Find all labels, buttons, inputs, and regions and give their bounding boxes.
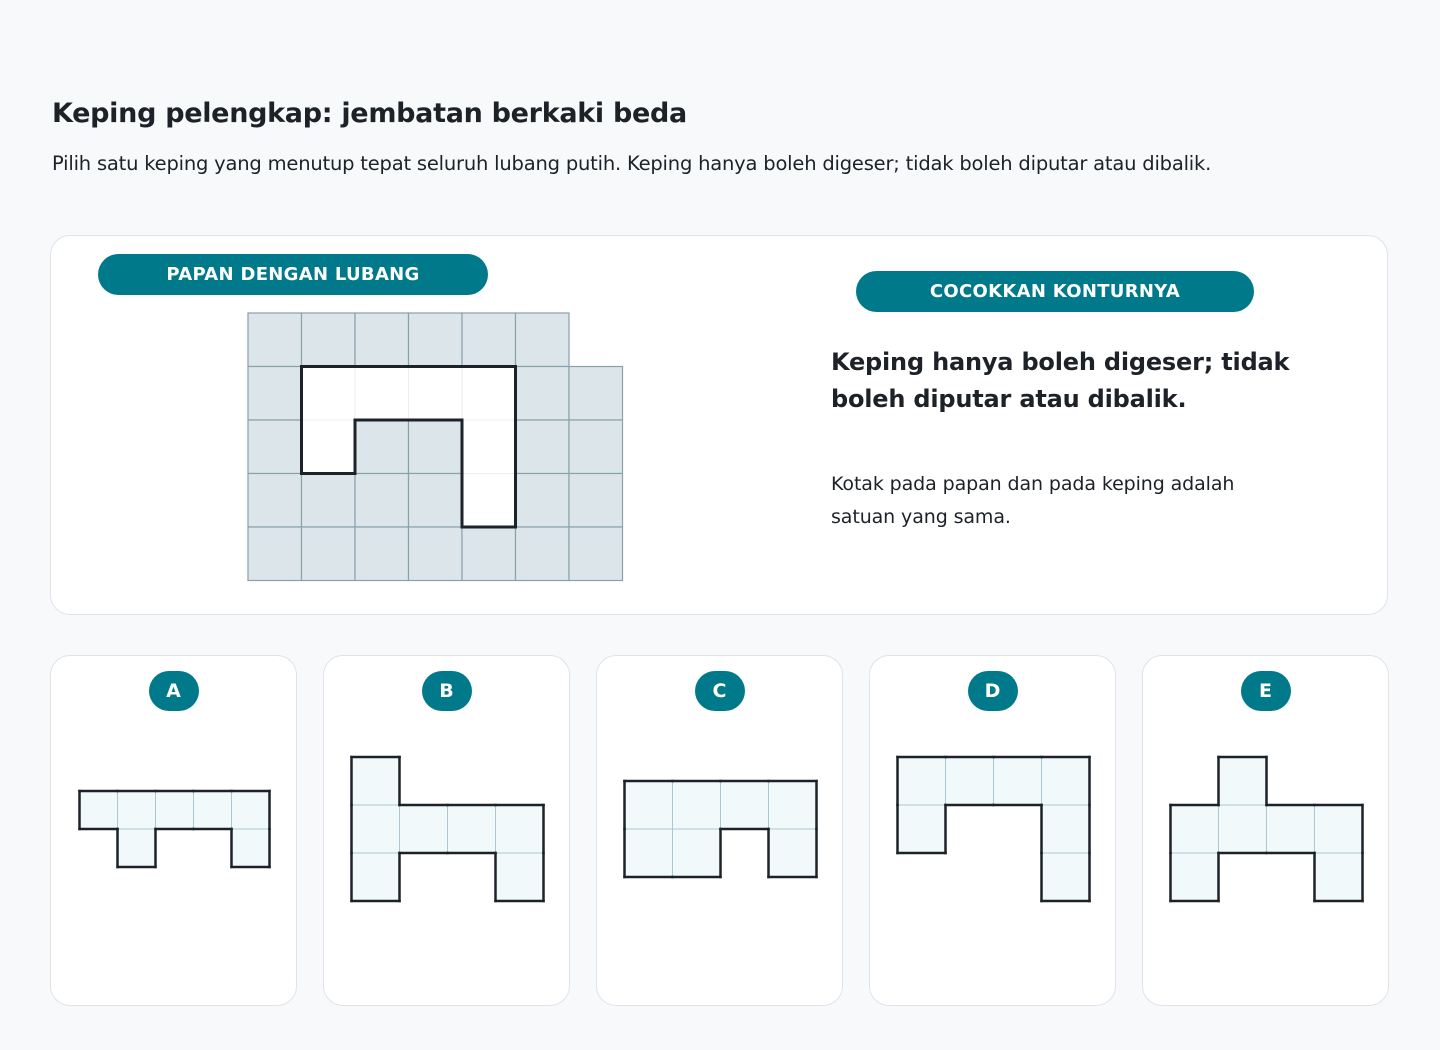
board-cell (248, 367, 302, 421)
board-with-hole (240, 305, 640, 595)
piece-cell (1042, 757, 1090, 805)
piece-cell (156, 791, 194, 829)
board-cell (569, 527, 623, 581)
board-cell (569, 367, 623, 421)
piece-cell (400, 805, 448, 853)
hole-cell (302, 420, 356, 474)
piece-cell (118, 829, 156, 867)
board-cell (409, 527, 463, 581)
piece-cell (118, 791, 156, 829)
board-cell (409, 474, 463, 528)
piece-cell (769, 829, 817, 877)
hole-cell (462, 367, 516, 421)
piece-e (1143, 656, 1390, 1007)
piece-cell (769, 781, 817, 829)
board-cell (248, 420, 302, 474)
piece-cell (194, 791, 232, 829)
board-cell (355, 420, 409, 474)
option-card-a[interactable] (50, 655, 297, 1006)
piece-cell (673, 781, 721, 829)
piece-cell (232, 829, 270, 867)
piece-cell (625, 781, 673, 829)
board-cell (355, 527, 409, 581)
piece-c (597, 656, 844, 1007)
piece-cell (673, 829, 721, 877)
piece-cell (898, 805, 946, 853)
board-cell (462, 313, 516, 367)
piece-cell (994, 757, 1042, 805)
piece-cell (352, 805, 400, 853)
board-cell (248, 313, 302, 367)
board-cell (516, 420, 570, 474)
board-cell (302, 313, 356, 367)
piece-cell (1219, 805, 1267, 853)
board-cell (355, 313, 409, 367)
piece-cell (1315, 853, 1363, 901)
piece-d (870, 656, 1117, 1007)
hole-cell (462, 474, 516, 528)
option-badge: C (695, 671, 745, 711)
option-badge: E (1241, 671, 1291, 711)
board-cell (569, 474, 623, 528)
piece-b (324, 656, 571, 1007)
option-card-d[interactable] (869, 655, 1116, 1006)
board-cell (248, 474, 302, 528)
piece-cell (1042, 805, 1090, 853)
board-cell (516, 527, 570, 581)
board-cell (516, 474, 570, 528)
piece-cell (1267, 805, 1315, 853)
hint-label: COCOKKAN KONTURNYA (856, 271, 1254, 312)
piece-a (51, 656, 298, 1007)
option-card-b[interactable] (323, 655, 570, 1006)
page-title: Keping pelengkap: jembatan berkaki beda (52, 98, 687, 129)
hole-cell (302, 367, 356, 421)
piece-cell (946, 757, 994, 805)
unit-note: Kotak pada papan dan pada keping adalah satuan yang sama. (831, 473, 1235, 528)
board-cell (355, 474, 409, 528)
board-cell (409, 313, 463, 367)
option-badge: B (422, 671, 472, 711)
board-cell (302, 527, 356, 581)
option-badge: D (968, 671, 1018, 711)
hole-cell (409, 367, 463, 421)
piece-cell (496, 853, 544, 901)
piece-cell (1219, 757, 1267, 805)
piece-cell (1171, 805, 1219, 853)
board-label: PAPAN DENGAN LUBANG (98, 254, 488, 295)
board-cell (569, 420, 623, 474)
hole-cell (462, 420, 516, 474)
piece-cell (898, 757, 946, 805)
piece-cell (1042, 853, 1090, 901)
board-cell (516, 313, 570, 367)
board-cell (409, 420, 463, 474)
piece-cell (721, 781, 769, 829)
option-card-c[interactable] (596, 655, 843, 1006)
option-card-e[interactable] (1142, 655, 1389, 1006)
piece-cell (448, 805, 496, 853)
piece-cell (80, 791, 118, 829)
piece-cell (625, 829, 673, 877)
piece-cell (1315, 805, 1363, 853)
board-cell (302, 474, 356, 528)
option-badge: A (149, 671, 199, 711)
piece-cell (352, 757, 400, 805)
board-cell (462, 527, 516, 581)
board-cell (516, 367, 570, 421)
hole-cell (355, 367, 409, 421)
board-cell (248, 527, 302, 581)
piece-cell (496, 805, 544, 853)
rule-text: Keping hanya boleh digeser; tidak boleh diputar atau dibalik. (831, 348, 1290, 413)
piece-cell (1171, 853, 1219, 901)
instructions: Pilih satu keping yang menutup tepat seluruh lubang putih. Keping hanya boleh digeser; tidak boleh diputar atau dibalik. (52, 152, 1212, 175)
piece-cell (232, 791, 270, 829)
piece-cell (352, 853, 400, 901)
